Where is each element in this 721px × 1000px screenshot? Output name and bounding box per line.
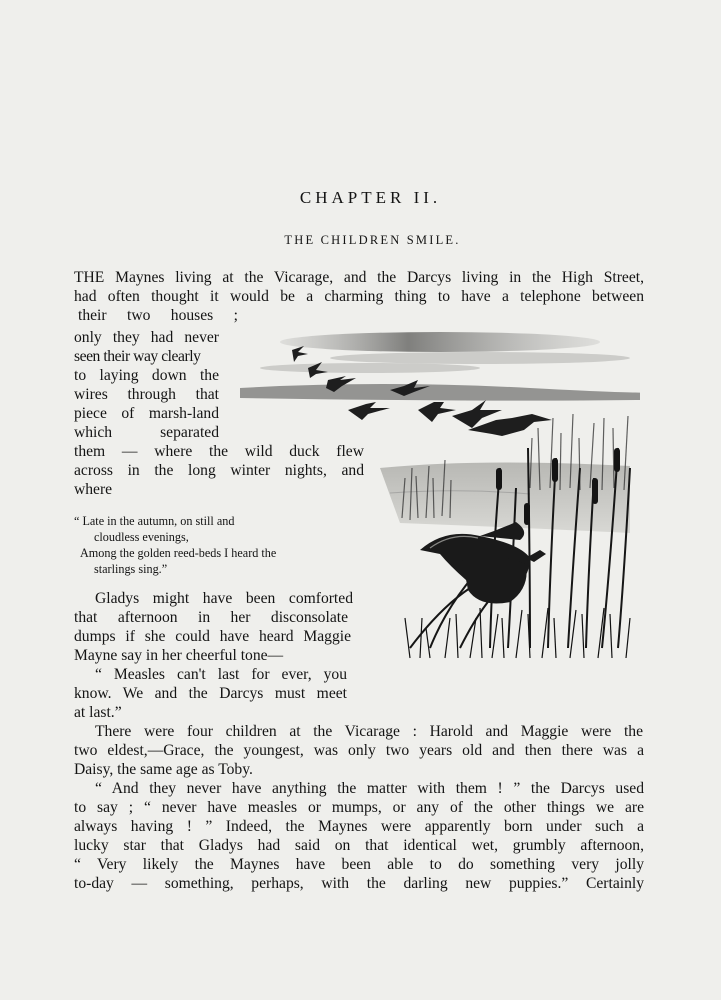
wild-ducks-over-marsh-illustration <box>230 318 640 663</box>
text-line: Gladys might have been comforted <box>95 590 353 607</box>
verse-line: “ Late in the autumn, on still and <box>74 514 235 528</box>
cloud <box>260 363 480 373</box>
text-line: had often thought it would be a charming thing to have a telephone between <box>74 288 644 305</box>
text-line: THE Maynes living at the Vicarage, and the Darcys living in the High Street, <box>74 269 644 286</box>
verse-line: Among the golden reed-beds I heard the <box>80 546 277 560</box>
text-line: always having ! ” Indeed, the Maynes were apparently born under such a <box>74 818 644 835</box>
text-line: which separated <box>74 424 219 441</box>
verse-line: cloudless evenings, <box>94 530 189 544</box>
chapter-title: CHAPTER II. <box>299 188 442 207</box>
verse-line: starlings sing.” <box>94 562 168 576</box>
text-line: Mayne say in her cheerful tone— <box>74 647 284 664</box>
text-line: There were four children at the Vicarage : Harold and Maggie were the <box>95 723 643 740</box>
chapter-subtitle: THE CHILDREN SMILE. <box>284 233 461 247</box>
text-line: across in the long winter nights, and <box>74 462 364 479</box>
text-line: Daisy, the same age as Toby. <box>74 761 253 778</box>
text-line: that afternoon in her disconsolate <box>74 609 348 626</box>
cloud <box>280 332 600 352</box>
text-line: only they had never <box>74 329 219 346</box>
text-line: piece of marsh-land <box>74 405 219 422</box>
text-line: to laying down the <box>74 367 219 384</box>
text-line: lucky star that Gladys had said on that identical wet, grumbly afternoon, <box>74 837 644 854</box>
text-line: them — where the wild duck flew <box>74 443 364 460</box>
text-line: know. We and the Darcys must meet <box>74 685 347 702</box>
text-line: where <box>74 481 113 498</box>
text-line: to-day — something, perhaps, with the darling new puppies.” Certainly <box>74 875 644 892</box>
text-line: seen their way clearly <box>74 348 201 365</box>
text-line: “ And they never have anything the matter with them ! ” the Darcys used <box>95 780 644 797</box>
text-line: “ Very likely the Maynes have been able to do something very jolly <box>74 856 644 873</box>
text-line: dumps if she could have heard Maggie <box>74 628 351 645</box>
text-line: two eldest,—Grace, the youngest, was only two years old and then there was a <box>74 742 644 759</box>
text-line: at last.” <box>74 704 122 721</box>
landing-ducks <box>420 522 546 604</box>
text-line: their two houses ; <box>78 307 238 324</box>
text-line: to say ; “ never have measles or mumps, or any of the other things we are <box>74 799 644 816</box>
text-line: “ Measles can't last for ever, you <box>95 666 347 683</box>
cloud <box>330 352 630 364</box>
text-line: wires through that <box>74 386 219 403</box>
horizon <box>240 384 640 401</box>
